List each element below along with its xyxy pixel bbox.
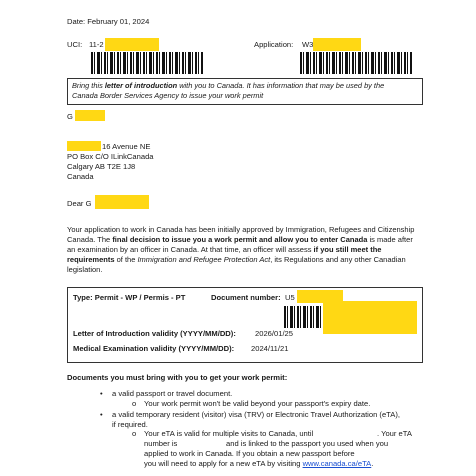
eta-line3: applied to work in Canada. If you obtain a new passport before <box>144 449 355 458</box>
intro-line1: Bring this letter of introduction with you to Canada. It has information that may be used by the Canada Border Services Agency to issue your work permit <box>72 81 385 100</box>
bullet-dot: • <box>100 389 103 398</box>
medical-validity-value: 2024/11/21 <box>251 344 289 353</box>
eta-link[interactable]: www.canada.ca/eTA <box>302 459 372 468</box>
address-name-redaction <box>75 110 105 121</box>
uci-value: 11-2 <box>89 40 104 49</box>
address-po-box: PO Box C/O ILinkCanada <box>67 152 154 161</box>
sub-bullet-passport-expiry: Your work permit won't be valid beyond your passport's expiry date. <box>144 399 371 408</box>
letter-date: Date: February 01, 2024 <box>67 17 150 26</box>
bullet-trv-eta: a valid temporary resident (visitor) visa (TRV) or Electronic Travel Authorization (eTA), <box>112 410 400 419</box>
uci-redaction <box>105 38 159 51</box>
eta-line1-b: . Your eTA <box>377 429 412 438</box>
bullet-trv-eta-cont: if required. <box>112 420 148 429</box>
uci-barcode <box>91 52 203 74</box>
approval-paragraph: Your application to work in Canada has been initially approved by Immigration, Refugees and Citizenship Canada. The final decision to issue you a work permit and allow you to enter Canada is made after an examination by an officer in Canada. At that time, an officer will assess if you still meet the requirements of the Immigration and Refugee Protection Act, its Regulations and any other Canadian legislation. <box>67 225 415 274</box>
eta-line4: you will need to apply for a new eTA by visiting www.canada.ca/eTA. <box>144 459 374 468</box>
address-street-redaction <box>67 141 101 151</box>
bullet-passport: a valid passport or travel document. <box>112 389 233 398</box>
barcode-redaction <box>323 301 417 334</box>
address-street: 16 Avenue NE <box>102 142 151 151</box>
application-barcode <box>300 52 412 74</box>
introduction-notice <box>67 78 423 105</box>
bullet-dot: • <box>100 410 103 419</box>
document-number-value: U5 <box>285 293 295 302</box>
application-label: Application: <box>254 40 294 49</box>
eta-line2-a: number is <box>144 439 178 448</box>
application-value: W3 <box>302 40 314 49</box>
eta-line1-a: Your eTA is valid for multiple visits to Canada, until <box>144 429 314 438</box>
documents-heading: Documents you must bring with you to get your work permit: <box>67 373 288 382</box>
address-name: G <box>67 112 73 121</box>
eta-line2-b: and is linked to the passport you used when you <box>226 439 389 448</box>
medical-validity-label: Medical Examination validity (YYYY/MM/DD): <box>73 344 235 353</box>
sub-bullet-circle: o <box>132 429 137 438</box>
permit-type: Type: Permit - WP / Permis - PT <box>73 293 186 302</box>
greeting-redaction <box>95 195 149 209</box>
greeting: Dear G <box>67 199 92 208</box>
sub-bullet-circle: o <box>132 399 137 408</box>
loi-validity-value: 2026/01/25 <box>255 329 294 338</box>
application-redaction <box>313 38 361 51</box>
document-number-label: Document number: <box>211 293 281 302</box>
loi-validity-label: Letter of Introduction validity (YYYY/MM/DD): <box>73 329 236 338</box>
uci-label: UCI: <box>67 40 83 49</box>
address-city: Calgary AB T2E 1J8 <box>67 162 136 171</box>
address-country: Canada <box>67 172 94 181</box>
